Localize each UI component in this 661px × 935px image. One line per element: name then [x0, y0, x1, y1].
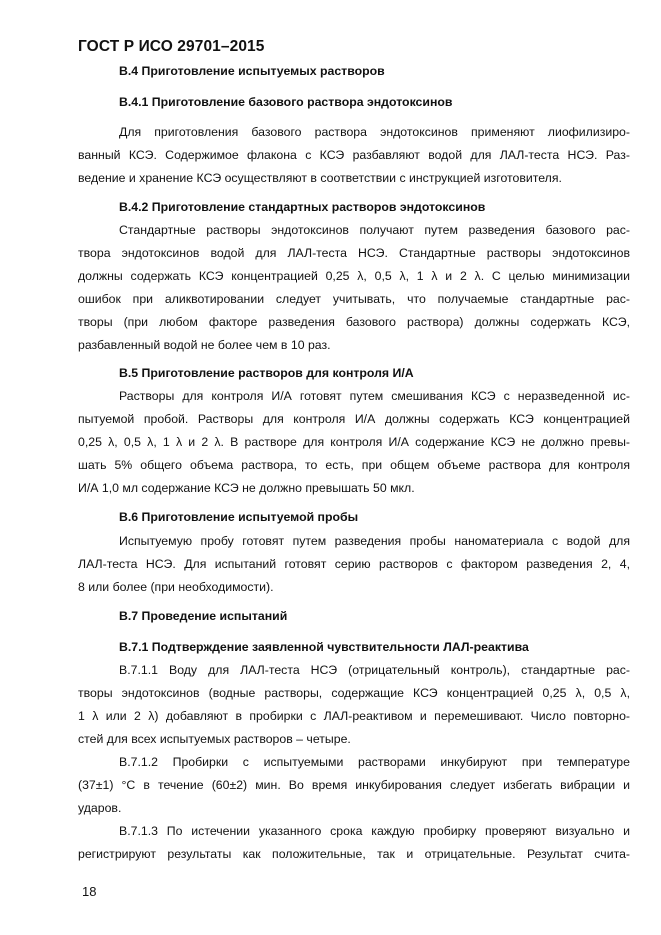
paragraph-line: ЛАЛ-теста НСЭ. Для испытаний готовят серию растворов с фактором разведения 2, 4, — [78, 557, 630, 571]
paragraph-line: (37±1) °С в течение (60±2) мин. Во время инкубирования следует избегать вибрации и — [78, 778, 630, 792]
paragraph-line: И/А 1,0 мл содержание КСЭ не должно превышать 50 мкл. — [78, 481, 415, 495]
paragraph-line: Стандартные растворы эндотоксинов получают путем разведения базового рас- — [119, 223, 630, 237]
paragraph-line: должны содержать КСЭ концентрацией 0,25 λ, 0,5 λ, 1 λ и 2 λ. С целью минимизации — [78, 269, 630, 283]
paragraph-line: регистрируют результаты как положительные, так и отрицательные. Результат счита- — [78, 847, 630, 861]
section-heading-b7-1: В.7.1 Подтверждение заявленной чувствительности ЛАЛ-реактива — [119, 640, 529, 654]
paragraph-line: 1 λ или 2 λ) добавляют в пробирки с ЛАЛ-реактивом и перемешивают. Число повторно- — [78, 709, 630, 723]
page-number: 18 — [82, 884, 97, 899]
section-heading-b4-2: В.4.2 Приготовление стандартных растворов эндотоксинов — [119, 200, 486, 214]
section-heading-b4-1: В.4.1 Приготовление базового раствора эндотоксинов — [119, 95, 453, 109]
paragraph-line: шать 5% общего объема раствора, то есть, при общем объеме раствора для контроля — [78, 458, 630, 472]
paragraph-line: ведение и хранение КСЭ осуществляют в соответствии с инструкцией изготовителя. — [78, 171, 562, 185]
paragraph-line: пытуемой пробой. Растворы для контроля И/А должны содержать КСЭ концентрацией — [78, 412, 630, 426]
paragraph-line: стей для всех испытуемых растворов – четыре. — [78, 732, 351, 746]
section-heading-b5: В.5 Приготовление растворов для контроля И/А — [119, 366, 414, 380]
paragraph-line: В.7.1.3 По истечении указанного срока каждую пробирку проверяют визуально и — [119, 824, 630, 838]
section-heading-b4: В.4 Приготовление испытуемых растворов — [119, 64, 385, 78]
paragraph-line: Растворы для контроля И/А готовят путем смешивания КСЭ с неразведенной ис- — [119, 389, 630, 403]
paragraph-line: 0,25 λ, 0,5 λ, 1 λ и 2 λ. В растворе для контроля И/А содержание КСЭ не должно превы- — [78, 435, 630, 449]
paragraph-line: ванный КСЭ. Содержимое флакона с КСЭ разбавляют водой для ЛАЛ-теста НСЭ. Раз- — [78, 148, 630, 162]
paragraph-line: Для приготовления базового раствора эндотоксинов применяют лиофилизиро- — [119, 125, 630, 139]
document-header: ГОСТ Р ИСО 29701–2015 — [78, 38, 265, 55]
paragraph-line: разбавленный водой не более чем в 10 раз. — [78, 338, 331, 352]
paragraph-line: ошибок при аликвотировании следует учитывать, что получаемые стандартные рас- — [78, 292, 630, 306]
section-heading-b6: В.6 Приготовление испытуемой пробы — [119, 510, 359, 524]
paragraph-line: В.7.1.2 Пробирки с испытуемыми растворами инкубируют при температуре — [119, 755, 630, 769]
paragraph-line: творы эндотоксинов (водные растворы, содержащие КСЭ концентрацией 0,25 λ, 0,5 λ, — [78, 686, 630, 700]
paragraph-line: творы (при любом факторе разведения базового раствора) должны содержать КСЭ, — [78, 315, 630, 329]
paragraph-line: 8 или более (при необходимости). — [78, 580, 274, 594]
paragraph-line: ударов. — [78, 801, 122, 815]
paragraph-line: В.7.1.1 Воду для ЛАЛ-теста НСЭ (отрицательный контроль), стандартные рас- — [119, 663, 630, 677]
paragraph-line: Испытуемую пробу готовят путем разведения пробы наноматериала с водой для — [119, 534, 630, 548]
section-heading-b7: В.7 Проведение испытаний — [119, 609, 288, 623]
paragraph-line: твора эндотоксинов водой для ЛАЛ-теста НСЭ. Стандартные растворы эндотоксинов — [78, 246, 630, 260]
